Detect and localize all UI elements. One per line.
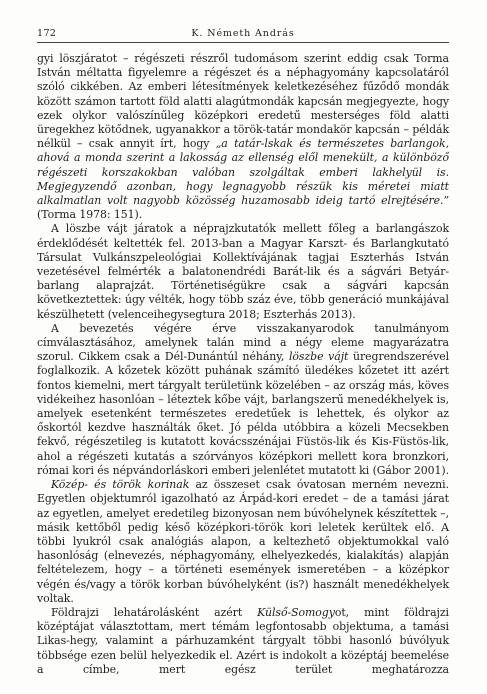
text-run: (Torma 1978: 151). bbox=[37, 208, 143, 222]
italic-term: Külső-Somogy bbox=[257, 605, 335, 619]
italic-term: Közép- és török korinak bbox=[51, 478, 190, 492]
italic-term: löszbe vájt bbox=[288, 350, 349, 364]
text-run: gyi löszjáratot – régészeti részről tudomásom szerint eddig csak Torma István méltatta figyelemre a régészet és a néphagyomány kapcsolatáról szóló cikkében. Az emberi létesítmények keletkezéséhez fűződő mondák között számon tartott föld alatti alagútmondák kapcsán megjegyezte, hogy ezek olykor valószínűleg középkori eredetű mesterséges föld alatti üregekhez kötődnek, ugyanakkor a török-tatár mondakör kapcsán – példák nélkül – csak annyit írt, hogy bbox=[37, 52, 449, 151]
page-number: 172 bbox=[37, 28, 57, 39]
paragraph-4 bbox=[37, 478, 449, 606]
running-header bbox=[37, 26, 449, 43]
running-head-author: K. Németh András bbox=[191, 28, 295, 39]
text-run: Földrajzi lehatárolásként azért bbox=[51, 605, 258, 619]
text-run: az összeset csak óvatosan merném nevezni. Egyetlen objektumról igazolható az Árpád-kori eredet – de a tamási járat az egyetlen, amelyet eredetileg bizonyosan nem búvóhelynek készítettek –, másik kettőből pedig késő középkori-török kori leletek kerültek elő. A többi lyukról csak analógiás alapon, a keltezhető objektumokkal való hasonlóság (elnevezés, néphagyomány, elhelyezkedés, kialakítás) alapján feltételezem, hogy – a történeti események ismeretében – a középkor végén és/vagy a török korban búvóhelyként (is?) használt menedékhelyek voltak. bbox=[37, 478, 449, 605]
italic-quote: „a tatár-lskak és természetes barlangok, ahová a monda szerint a lakosság az ellenség elől menekült, a különböző régészeti korszakokban valóban szolgáltak emberi lakhelyül is. Megjegyzendő azonban, hogy legnagyobb részük kis méretei miatt alkalmatlan volt nagyobb közösség huzamosabb ideig tartó elrejtésére.” bbox=[37, 137, 449, 208]
paragraph-1 bbox=[37, 52, 449, 222]
text-run: ot, mint földrajzi középtájat választottam, mert témám legfontosabb objektuma, a tamási Likas-hegy, valamint a párhuzamként tárgyalt többi hasonló búvólyuk többsége ezen belül helyezkedik el. Azért is indokolt a középtáj beemelése a címbe, mert egész terület meghatározza bbox=[37, 605, 449, 676]
text-run: üregrendszerével foglalkozik. A kőzetek között puhának számító üledékes kőzetet itt azért fontos kiemelni, mert tárgyalt területünk közelében – az ország más, köves vidékeihez hasonlóan – léteztek kőbe vájt, barlangszerű menedékhelyek is, amelyek esetenként természetes eredetűek is lehettek, és olykor az őskortól kezdve használták őket. Jó példa utóbbira a közeli Mecsekben fekvő, régészetileg is kutatott kovácsszénájai Füstös-lik és Kis-Füstös-lik, ahol a régészeti kutatás a szórványos középkori mellett kora bronzkori, római kori és népvándorláskori emberi jelenlétet mutatott ki (Gábor 2001). bbox=[37, 350, 450, 477]
text-run: A löszbe vájt járatok a néprajzkutatók mellett főleg a barlangászok érdeklődését keltették fel. 2013-ban a Magyar Karszt- és Barlangkutató Társulat Vulkánszpeleológiai Kollektívájának tagjai Eszterhás István vezetésével felmérték a balatonendrédi Barát-lik és a ságvári Betyár-barlang alaprajzát. Történetiségükre csak a ságvári kapcsán következtettek: úgy vélték, hogy több száz éve, több generáció munkájával készülhetett (velenceihegysegtura 2018; Eszterhás 2013). bbox=[37, 222, 449, 321]
body-text bbox=[37, 52, 449, 677]
paragraph-3 bbox=[37, 322, 449, 478]
paragraph-2 bbox=[37, 222, 449, 321]
paragraph-5 bbox=[37, 606, 449, 677]
text-run: A bevezetés végére érve visszakanyarodok tanulmányom címválasztásához, amelynek talán mind a négy eleme magyarázatra szorul. Cikkem csak a Dél-Dunántúl néhány, bbox=[37, 321, 449, 364]
